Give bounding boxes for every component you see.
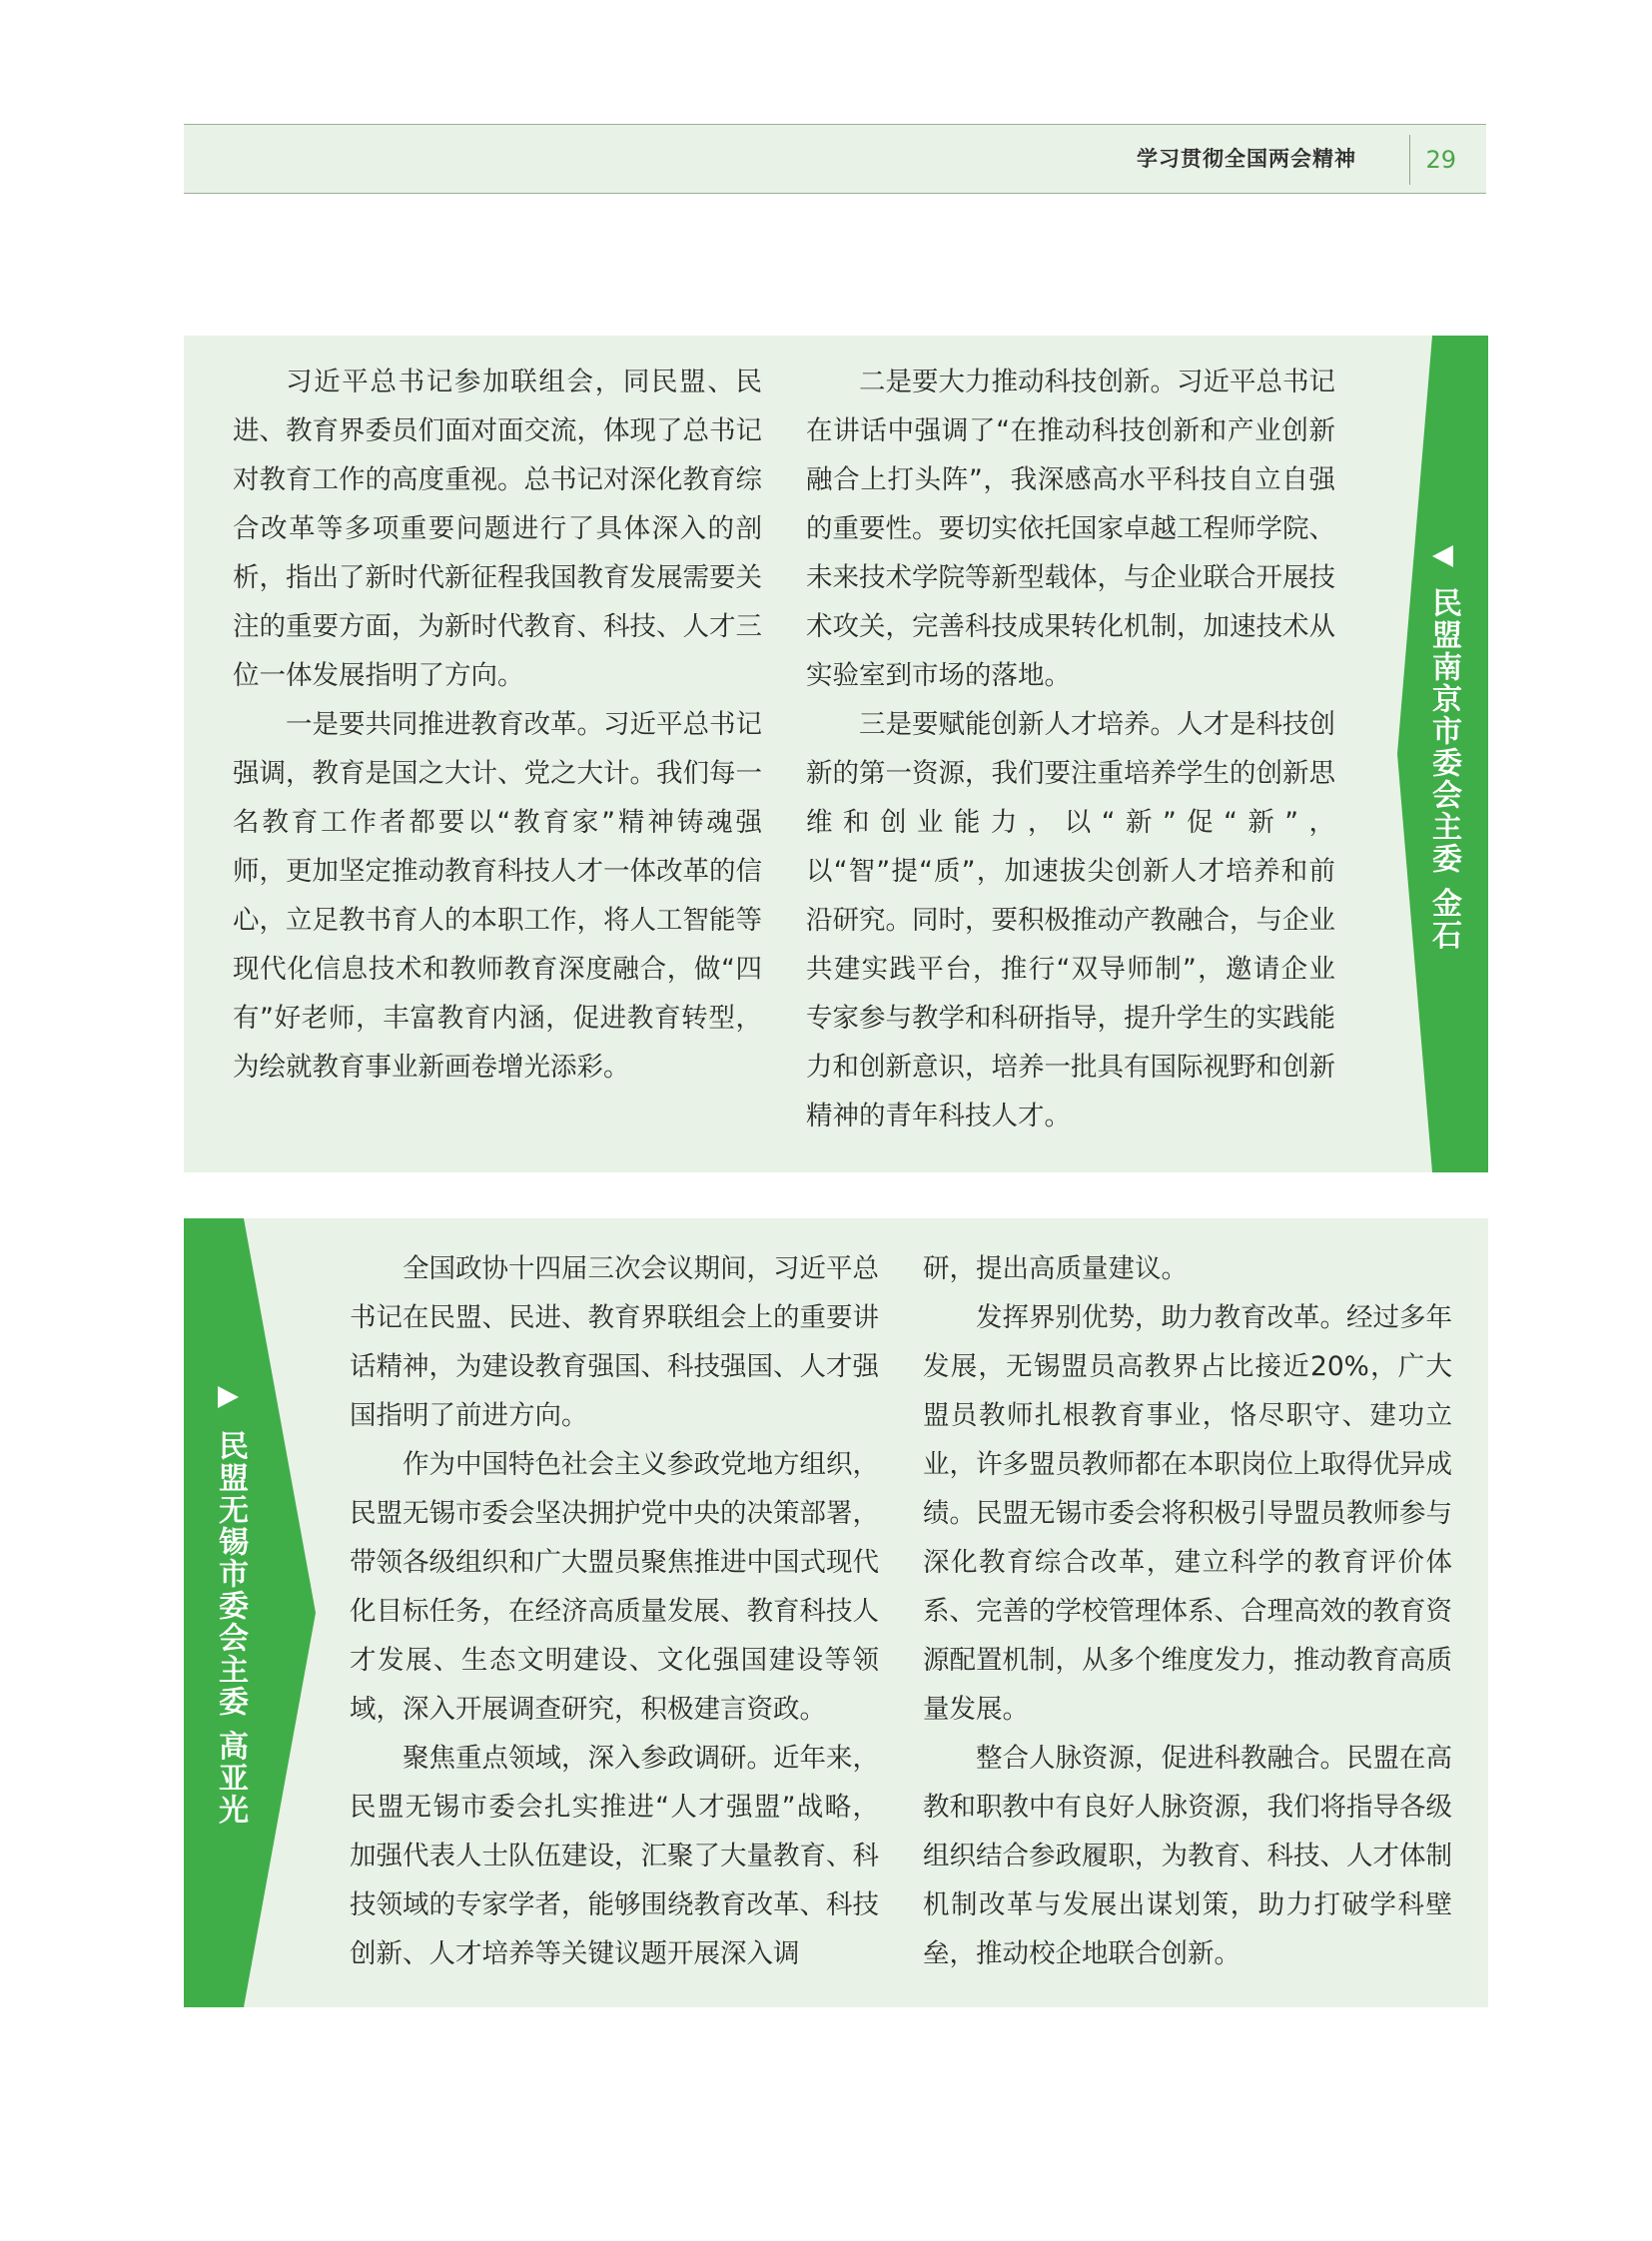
triangle-left-icon	[1429, 543, 1455, 569]
article-1-column-left	[233, 358, 762, 1092]
article-2-byline-banner	[184, 1218, 316, 2007]
article-2-paragraph-2: 作为中国特色社会主义参政党地方组织，民盟无锡市委会坚决拥护党中央的决策部署，带领各级组织和广大盟员聚焦推进中国式现代化目标任务，在经济高质量发展、教育科技人才发展、生态文明建设、文化强国建设等领域，深入开展调查研究，积极建言资政。	[350, 1449, 879, 1725]
article-1-paragraph-1: 习近平总书记参加联组会，同民盟、民进、教育界委员们面对面交流，体现了总书记对教育工作的高度重视。总书记对深化教育综合改革等多项重要问题进行了具体深入的剖析，指出了新时代新征程我国教育发展需要关注的重要方面，为新时代教育、科技、人才三位一体发展指明了方向。	[233, 367, 762, 691]
article-1-column-right	[806, 358, 1335, 1140]
article-2-column-right	[923, 1244, 1452, 1978]
article-2-paragraph-3-continued: 研，提出高质量建议。	[923, 1253, 1188, 1284]
article-1-paragraph-2: 一是要共同推进教育改革。习近平总书记强调，教育是国之大计、党之大计。我们每一名教育工作者都要以“教育家”精神铸魂强师，更加坚定推动教育科技人才一体改革的信心，立足教书育人的本职工作，将人工智能等现代化信息技术和教师教育深度融合，做“四有”好老师，丰富教育内涵，促进教育转型，为绘就教育事业新画卷增光添彩。	[233, 709, 762, 1083]
page-number: 29	[1425, 146, 1456, 174]
article-2-paragraph-5: 整合人脉资源，促进科教融合。民盟在高教和职教中有良好人脉资源，我们将指导各级组织结合参政履职，为教育、科技、人才体制机制改革与发展出谋划策，助力打破学科壁垒，推动校企地联合创新。	[923, 1743, 1452, 1969]
article-2-paragraph-3: 聚焦重点领域，深入参政调研。近年来，民盟无锡市委会扎实推进“人才强盟”战略，加强代表人士队伍建设，汇聚了大量教育、科技领域的专家学者，能够围绕教育改革、科技创新、人才培养等关键议题开展深入调	[350, 1743, 879, 1969]
triangle-right-icon	[216, 1384, 242, 1410]
article-1-paragraph-3: 二是要大力推动科技创新。习近平总书记在讲话中强调了“在推动科技创新和产业创新融合上打头阵”，我深感高水平科技自立自强的重要性。要切实依托国家卓越工程师学院、未来技术学院等新型载体，与企业联合开展技术攻关，完善科技成果转化机制，加速技术从实验室到市场的落地。	[806, 367, 1335, 691]
article-2-column-left	[350, 1244, 879, 2076]
running-header	[184, 124, 1486, 194]
article-1-byline-banner	[1397, 336, 1488, 1172]
article-2-paragraph-1: 全国政协十四届三次会议期间，习近平总书记在民盟、民进、教育界联组会上的重要讲话精神，为建设教育强国、科技强国、人才强国指明了前进方向。	[350, 1253, 879, 1431]
header-title: 学习贯彻全国两会精神	[1137, 146, 1356, 171]
article-2-paragraph-4: 发挥界别优势，助力教育改革。经过多年发展，无锡盟员高教界占比接近20%，广大盟员教师扎根教育事业，恪尽职守、建功立业，许多盟员教师都在本职岗位上取得优异成绩。民盟无锡市委会将积极引导盟员教师参与深化教育综合改革，建立科学的教育评价体系、完善的学校管理体系、合理高效的教育资源配置机制，从多个维度发力，推动教育高质量发展。	[923, 1302, 1452, 1725]
article-1-panel	[184, 336, 1488, 1172]
header-divider	[1409, 135, 1410, 185]
article-2-panel	[184, 1218, 1488, 2007]
article-1-byline: 民盟南京市委会主委 金石	[1426, 587, 1461, 952]
article-2-byline: 民盟无锡市委会主委 高亚光	[213, 1430, 248, 1827]
article-1-paragraph-4: 三是要赋能创新人才培养。人才是科技创新的第一资源，我们要注重培养学生的创新思维和创业能力，以“新”促“新”，以“智”提“质”，加速拔尖创新人才培养和前沿研究。同时，要积极推动产教融合，与企业共建实践平台，推行“双导师制”，邀请企业专家参与教学和科研指导，提升学生的实践能力和创新意识，培养一批具有国际视野和创新精神的青年科技人才。	[806, 709, 1335, 1131]
